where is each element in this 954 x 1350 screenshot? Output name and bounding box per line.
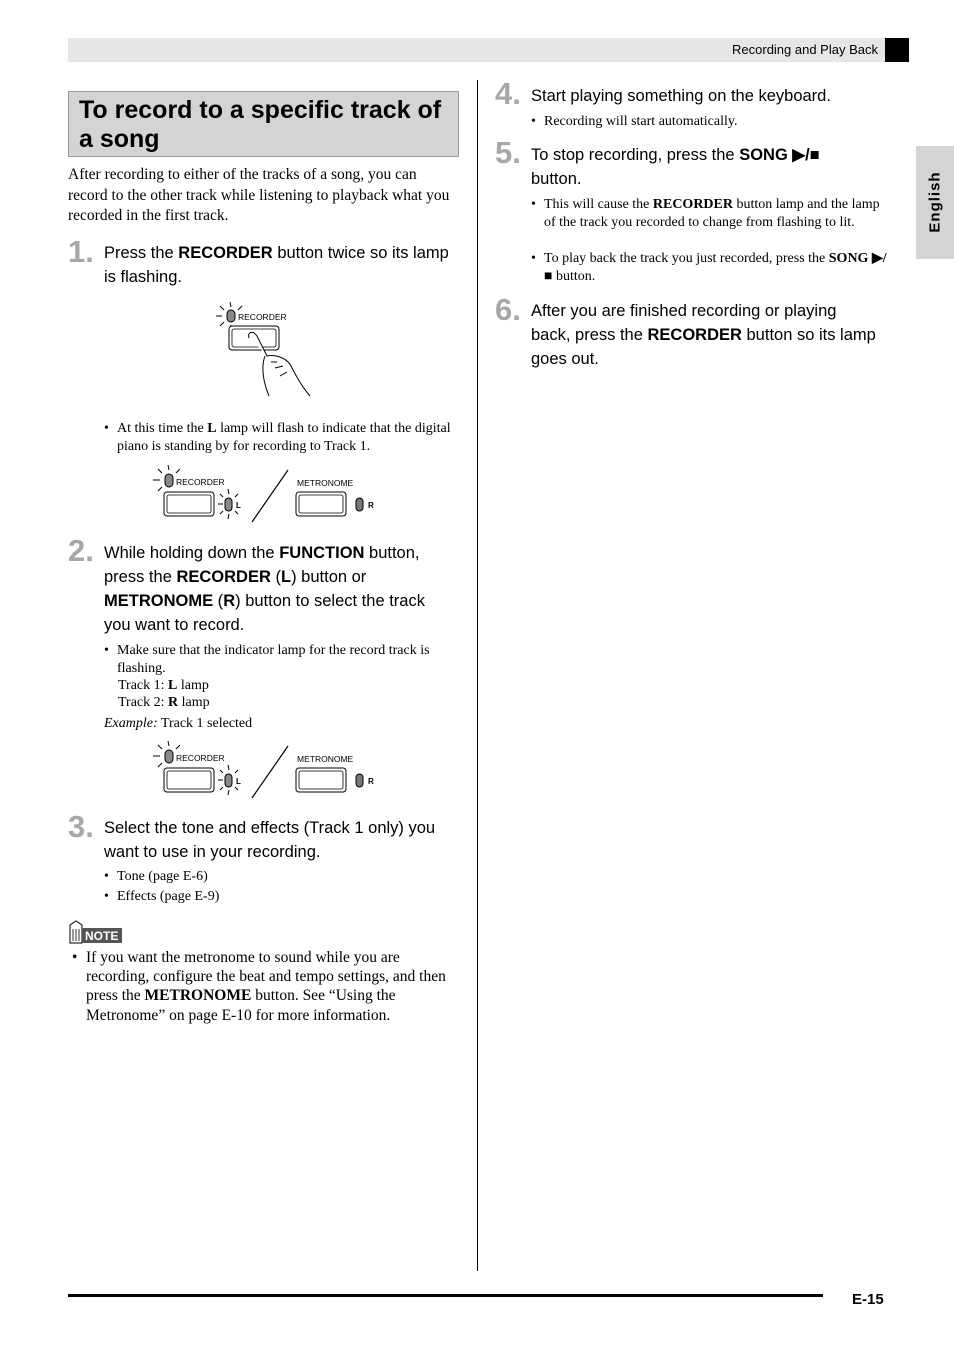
intro-paragraph: After recording to either of the tracks of a song, you can record to the other track while listening to playback what you recorded in the first track. — [68, 166, 450, 224]
step-2-bullet: • Make sure that the indicator lamp for the record track is flashing. — [104, 642, 460, 677]
step-4-number: 4. — [495, 76, 521, 111]
track-1-line: Track 1: L lamp — [118, 678, 209, 693]
step-1-bullet: • At this time the L lamp will flash to indicate that the digital piano is standing by for recording to Track 1. — [104, 420, 460, 455]
step-4-bullet: • Recording will start automatically. — [531, 113, 891, 131]
step-5-text: To stop recording, press the SONG ▶/■ button. — [531, 146, 820, 188]
column-divider — [477, 80, 478, 1271]
track-2-line: Track 2: R lamp — [118, 695, 210, 710]
l-lamp-mark: L — [236, 777, 241, 786]
note-icon — [68, 919, 124, 945]
step-1-text: Press the RECORDER button twice so its lamp is flashing. — [104, 244, 449, 286]
step-3-text: Select the tone and effects (Track 1 only) you want to use in your recording. — [104, 819, 436, 861]
footer-rule — [68, 1294, 823, 1297]
example-line: Example: Track 1 selected — [104, 716, 253, 731]
header-marker — [885, 38, 909, 62]
metronome-label: METRONOME — [297, 478, 354, 488]
note-text: • If you want the metronome to sound while you are recording, configure the beat and tempo settings, and then press the METRONOME button. See “Using the Metronome” on page E-10 for more information. — [72, 948, 460, 1025]
recorder-label: RECORDER — [238, 312, 287, 322]
recorder-label: RECORDER — [176, 477, 225, 487]
recorder-press-illustration — [205, 296, 335, 410]
step-2-number: 2. — [68, 533, 94, 568]
step-2-text: While holding down the FUNCTION button, press the RECORDER (L) button or METRONOME (R) button to select the track you want to record. — [104, 544, 425, 634]
page-number: E-15 — [852, 1291, 884, 1308]
language-tab-label: English — [926, 171, 944, 233]
page-title: To record to a specific track of a song — [79, 96, 442, 153]
step-5-bullet-1: • This will cause the RECORDER button lamp and the lamp of the track you recorded to change from flashing to lit. — [531, 196, 887, 231]
step-3-number: 3. — [68, 809, 94, 844]
r-lamp-mark: R — [368, 501, 374, 510]
step-5-number: 5. — [495, 135, 521, 170]
step-6-number: 6. — [495, 292, 521, 327]
r-lamp-mark: R — [368, 777, 374, 786]
lamp-status-illustration-2 — [150, 738, 380, 802]
step-3-bullet-2: • Effects (page E-9) — [104, 888, 404, 906]
l-lamp-mark: L — [236, 501, 241, 510]
step-6-text: After you are finished recording or playing back, press the RECORDER button so its lamp goes out. — [531, 302, 876, 368]
section-title: Recording and Play Back — [732, 42, 878, 57]
metronome-label: METRONOME — [297, 754, 354, 764]
note-badge-label: NOTE — [85, 929, 119, 943]
step-1-number: 1. — [68, 234, 94, 269]
step-3-bullet-1: • Tone (page E-6) — [104, 868, 404, 886]
page-title-box — [68, 91, 459, 157]
lamp-status-illustration-1 — [150, 462, 380, 526]
step-5-bullet-2: • To play back the track you just recorded, press the SONG ▶/■ button. — [531, 250, 887, 285]
step-4-text: Start playing something on the keyboard. — [531, 87, 831, 105]
recorder-label: RECORDER — [176, 753, 225, 763]
